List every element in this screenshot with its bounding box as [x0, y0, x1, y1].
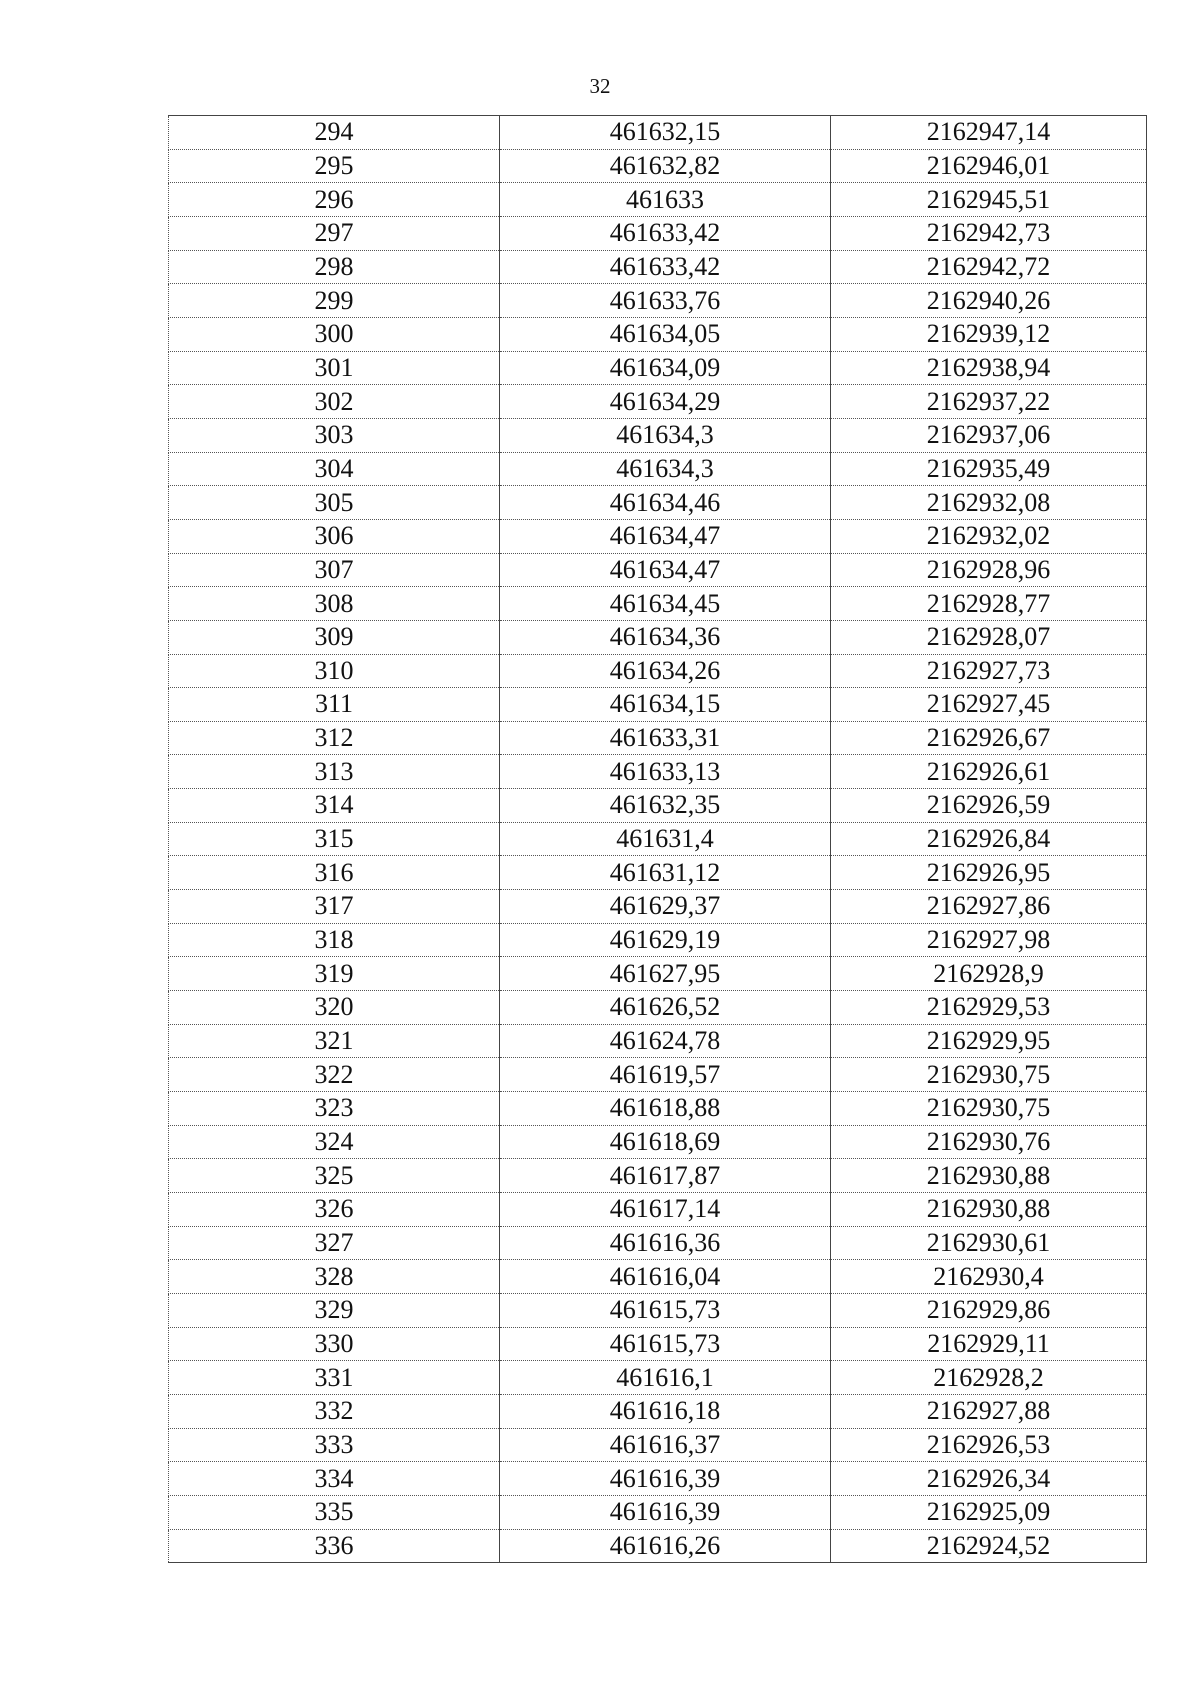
- x-coordinate-cell: 461624,78: [500, 1024, 831, 1058]
- point-number-cell: 295: [169, 149, 500, 183]
- x-coordinate-cell: 461616,18: [500, 1394, 831, 1428]
- x-coordinate-cell: 461615,73: [500, 1327, 831, 1361]
- point-number-cell: 324: [169, 1125, 500, 1159]
- point-number-cell: 322: [169, 1058, 500, 1092]
- y-coordinate-cell: 2162926,61: [831, 755, 1147, 789]
- y-coordinate-cell: 2162945,51: [831, 183, 1147, 217]
- point-number-cell: 328: [169, 1260, 500, 1294]
- y-coordinate-cell: 2162932,08: [831, 486, 1147, 520]
- table-row: [169, 183, 1147, 217]
- x-coordinate-cell: 461629,19: [500, 923, 831, 957]
- x-coordinate-cell: 461634,3: [500, 418, 831, 452]
- table-row: [169, 317, 1147, 351]
- table-row: [169, 1293, 1147, 1327]
- y-coordinate-cell: 2162926,67: [831, 721, 1147, 755]
- table-row: [169, 620, 1147, 654]
- point-number-cell: 296: [169, 183, 500, 217]
- x-coordinate-cell: 461633,42: [500, 250, 831, 284]
- x-coordinate-cell: 461633,76: [500, 284, 831, 318]
- x-coordinate-cell: 461617,14: [500, 1193, 831, 1227]
- point-number-cell: 307: [169, 553, 500, 587]
- y-coordinate-cell: 2162926,53: [831, 1428, 1147, 1462]
- y-coordinate-cell: 2162929,53: [831, 991, 1147, 1025]
- point-number-cell: 315: [169, 822, 500, 856]
- point-number-cell: 311: [169, 688, 500, 722]
- point-number-cell: 320: [169, 991, 500, 1025]
- x-coordinate-cell: 461616,1: [500, 1361, 831, 1395]
- y-coordinate-cell: 2162935,49: [831, 452, 1147, 486]
- table-row: [169, 688, 1147, 722]
- table-row: [169, 1327, 1147, 1361]
- x-coordinate-cell: 461632,82: [500, 149, 831, 183]
- x-coordinate-cell: 461615,73: [500, 1293, 831, 1327]
- point-number-cell: 325: [169, 1159, 500, 1193]
- point-number-cell: 329: [169, 1293, 500, 1327]
- y-coordinate-cell: 2162939,12: [831, 317, 1147, 351]
- y-coordinate-cell: 2162928,9: [831, 957, 1147, 991]
- point-number-cell: 321: [169, 1024, 500, 1058]
- point-number-cell: 332: [169, 1394, 500, 1428]
- y-coordinate-cell: 2162930,88: [831, 1193, 1147, 1227]
- coordinates-table: [168, 115, 1147, 1563]
- y-coordinate-cell: 2162928,2: [831, 1361, 1147, 1395]
- y-coordinate-cell: 2162942,73: [831, 216, 1147, 250]
- table-row: [169, 1125, 1147, 1159]
- point-number-cell: 312: [169, 721, 500, 755]
- y-coordinate-cell: 2162930,75: [831, 1092, 1147, 1126]
- table-row: [169, 822, 1147, 856]
- point-number-cell: 310: [169, 654, 500, 688]
- x-coordinate-cell: 461618,88: [500, 1092, 831, 1126]
- x-coordinate-cell: 461634,45: [500, 587, 831, 621]
- table-row: [169, 284, 1147, 318]
- table-row: [169, 519, 1147, 553]
- point-number-cell: 294: [169, 116, 500, 150]
- point-number-cell: 306: [169, 519, 500, 553]
- table-row: [169, 1058, 1147, 1092]
- x-coordinate-cell: 461633,31: [500, 721, 831, 755]
- point-number-cell: 331: [169, 1361, 500, 1395]
- point-number-cell: 308: [169, 587, 500, 621]
- x-coordinate-cell: 461634,47: [500, 519, 831, 553]
- point-number-cell: 304: [169, 452, 500, 486]
- table-row: [169, 149, 1147, 183]
- point-number-cell: 301: [169, 351, 500, 385]
- table-row: [169, 957, 1147, 991]
- x-coordinate-cell: 461632,15: [500, 116, 831, 150]
- point-number-cell: 316: [169, 856, 500, 890]
- y-coordinate-cell: 2162927,45: [831, 688, 1147, 722]
- point-number-cell: 313: [169, 755, 500, 789]
- x-coordinate-cell: 461633,42: [500, 216, 831, 250]
- y-coordinate-cell: 2162930,4: [831, 1260, 1147, 1294]
- x-coordinate-cell: 461618,69: [500, 1125, 831, 1159]
- y-coordinate-cell: 2162938,94: [831, 351, 1147, 385]
- table-row: [169, 721, 1147, 755]
- table-row: [169, 1226, 1147, 1260]
- point-number-cell: 303: [169, 418, 500, 452]
- table-row: [169, 654, 1147, 688]
- table-row: [169, 351, 1147, 385]
- table-row: [169, 587, 1147, 621]
- point-number-cell: 314: [169, 789, 500, 823]
- point-number-cell: 335: [169, 1495, 500, 1529]
- table-row: [169, 890, 1147, 924]
- y-coordinate-cell: 2162930,75: [831, 1058, 1147, 1092]
- x-coordinate-cell: 461627,95: [500, 957, 831, 991]
- table-row: [169, 1260, 1147, 1294]
- x-coordinate-cell: 461616,37: [500, 1428, 831, 1462]
- table-row: [169, 1428, 1147, 1462]
- table-row: [169, 1462, 1147, 1496]
- point-number-cell: 326: [169, 1193, 500, 1227]
- x-coordinate-cell: 461633: [500, 183, 831, 217]
- table-row: [169, 1159, 1147, 1193]
- y-coordinate-cell: 2162929,11: [831, 1327, 1147, 1361]
- y-coordinate-cell: 2162928,77: [831, 587, 1147, 621]
- y-coordinate-cell: 2162929,95: [831, 1024, 1147, 1058]
- x-coordinate-cell: 461633,13: [500, 755, 831, 789]
- table-row: [169, 1529, 1147, 1563]
- x-coordinate-cell: 461634,46: [500, 486, 831, 520]
- table-row: [169, 1495, 1147, 1529]
- table-row: [169, 923, 1147, 957]
- point-number-cell: 318: [169, 923, 500, 957]
- table-row: [169, 116, 1147, 150]
- point-number-cell: 300: [169, 317, 500, 351]
- y-coordinate-cell: 2162924,52: [831, 1529, 1147, 1563]
- x-coordinate-cell: 461616,04: [500, 1260, 831, 1294]
- y-coordinate-cell: 2162926,95: [831, 856, 1147, 890]
- y-coordinate-cell: 2162927,73: [831, 654, 1147, 688]
- point-number-cell: 299: [169, 284, 500, 318]
- y-coordinate-cell: 2162930,76: [831, 1125, 1147, 1159]
- x-coordinate-cell: 461616,36: [500, 1226, 831, 1260]
- table-row: [169, 1193, 1147, 1227]
- x-coordinate-cell: 461634,05: [500, 317, 831, 351]
- point-number-cell: 333: [169, 1428, 500, 1462]
- y-coordinate-cell: 2162947,14: [831, 116, 1147, 150]
- x-coordinate-cell: 461631,12: [500, 856, 831, 890]
- point-number-cell: 327: [169, 1226, 500, 1260]
- x-coordinate-cell: 461634,09: [500, 351, 831, 385]
- point-number-cell: 305: [169, 486, 500, 520]
- y-coordinate-cell: 2162942,72: [831, 250, 1147, 284]
- page-number: 32: [589, 74, 611, 98]
- y-coordinate-cell: 2162946,01: [831, 149, 1147, 183]
- y-coordinate-cell: 2162932,02: [831, 519, 1147, 553]
- x-coordinate-cell: 461634,3: [500, 452, 831, 486]
- table-row: [169, 452, 1147, 486]
- point-number-cell: 309: [169, 620, 500, 654]
- x-coordinate-cell: 461634,36: [500, 620, 831, 654]
- y-coordinate-cell: 2162940,26: [831, 284, 1147, 318]
- y-coordinate-cell: 2162937,22: [831, 385, 1147, 419]
- table-row: [169, 1024, 1147, 1058]
- y-coordinate-cell: 2162937,06: [831, 418, 1147, 452]
- x-coordinate-cell: 461626,52: [500, 991, 831, 1025]
- point-number-cell: 334: [169, 1462, 500, 1496]
- x-coordinate-cell: 461634,26: [500, 654, 831, 688]
- x-coordinate-cell: 461634,29: [500, 385, 831, 419]
- table-row: [169, 385, 1147, 419]
- table-row: [169, 486, 1147, 520]
- x-coordinate-cell: 461617,87: [500, 1159, 831, 1193]
- point-number-cell: 319: [169, 957, 500, 991]
- point-number-cell: 323: [169, 1092, 500, 1126]
- x-coordinate-cell: 461629,37: [500, 890, 831, 924]
- y-coordinate-cell: 2162926,84: [831, 822, 1147, 856]
- x-coordinate-cell: 461634,47: [500, 553, 831, 587]
- table-row: [169, 1394, 1147, 1428]
- y-coordinate-cell: 2162925,09: [831, 1495, 1147, 1529]
- y-coordinate-cell: 2162928,07: [831, 620, 1147, 654]
- x-coordinate-cell: 461616,26: [500, 1529, 831, 1563]
- y-coordinate-cell: 2162927,98: [831, 923, 1147, 957]
- table-row: [169, 755, 1147, 789]
- table-row: [169, 789, 1147, 823]
- table-row: [169, 553, 1147, 587]
- x-coordinate-cell: 461632,35: [500, 789, 831, 823]
- point-number-cell: 336: [169, 1529, 500, 1563]
- y-coordinate-cell: 2162927,86: [831, 890, 1147, 924]
- x-coordinate-cell: 461631,4: [500, 822, 831, 856]
- table-row: [169, 216, 1147, 250]
- table-row: [169, 991, 1147, 1025]
- y-coordinate-cell: 2162926,59: [831, 789, 1147, 823]
- coordinates-table-body: [169, 116, 1147, 1563]
- point-number-cell: 317: [169, 890, 500, 924]
- table-row: [169, 1092, 1147, 1126]
- y-coordinate-cell: 2162926,34: [831, 1462, 1147, 1496]
- y-coordinate-cell: 2162930,88: [831, 1159, 1147, 1193]
- x-coordinate-cell: 461616,39: [500, 1462, 831, 1496]
- table-row: [169, 250, 1147, 284]
- point-number-cell: 330: [169, 1327, 500, 1361]
- x-coordinate-cell: 461634,15: [500, 688, 831, 722]
- point-number-cell: 298: [169, 250, 500, 284]
- y-coordinate-cell: 2162929,86: [831, 1293, 1147, 1327]
- y-coordinate-cell: 2162930,61: [831, 1226, 1147, 1260]
- x-coordinate-cell: 461616,39: [500, 1495, 831, 1529]
- x-coordinate-cell: 461619,57: [500, 1058, 831, 1092]
- table-row: [169, 856, 1147, 890]
- y-coordinate-cell: 2162928,96: [831, 553, 1147, 587]
- point-number-cell: 302: [169, 385, 500, 419]
- y-coordinate-cell: 2162927,88: [831, 1394, 1147, 1428]
- table-row: [169, 1361, 1147, 1395]
- point-number-cell: 297: [169, 216, 500, 250]
- table-row: [169, 418, 1147, 452]
